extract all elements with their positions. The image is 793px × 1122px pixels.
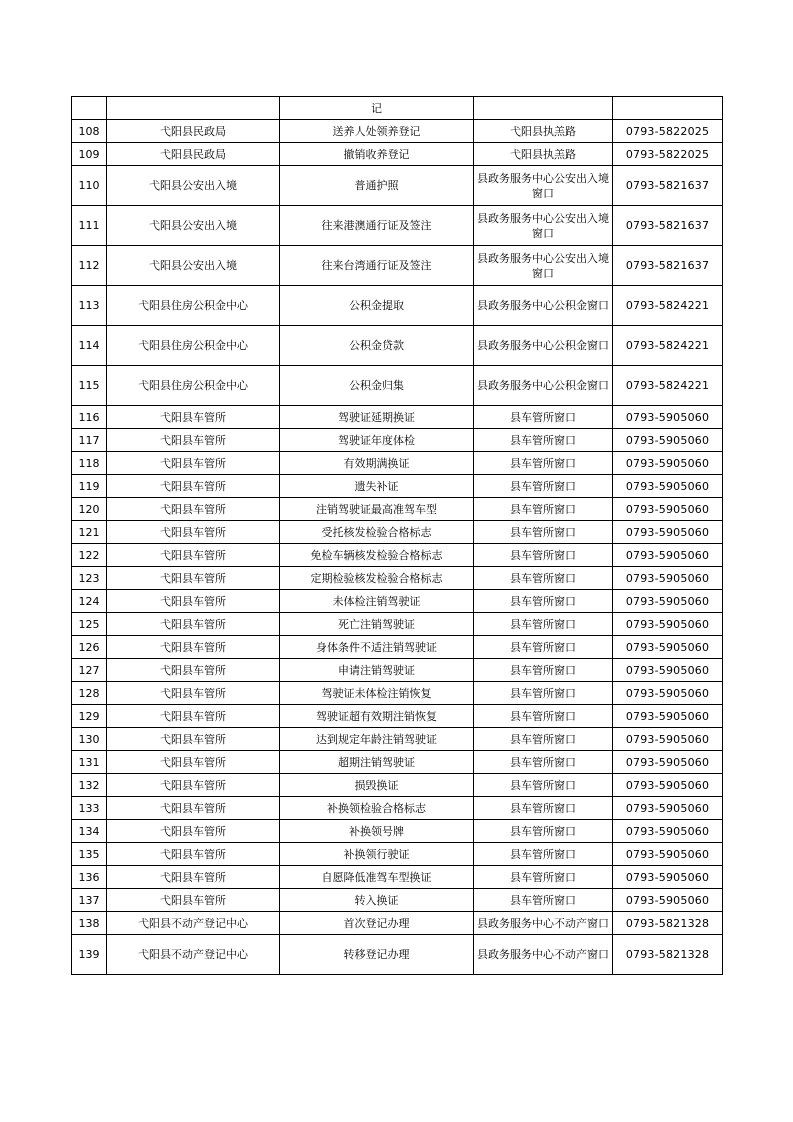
cell-department: 弋阳县车管所 [107, 820, 280, 843]
table-row [72, 682, 723, 705]
cell-number: 113 [72, 286, 107, 326]
cell-location: 县车管所窗口 [474, 521, 613, 544]
cell-service-item: 注销驾驶证最高准驾车型 [280, 498, 474, 521]
table-row [72, 636, 723, 659]
cell-location [474, 97, 613, 120]
cell-service-item: 自愿降低准驾车型换证 [280, 866, 474, 889]
cell-service-item: 驾驶证未体检注销恢复 [280, 682, 474, 705]
cell-department [107, 97, 280, 120]
table-row [72, 843, 723, 866]
cell-number: 139 [72, 935, 107, 975]
cell-phone: 0793-5821328 [613, 935, 723, 975]
cell-number: 122 [72, 544, 107, 567]
cell-number: 130 [72, 728, 107, 751]
table-row [72, 366, 723, 406]
cell-location: 县车管所窗口 [474, 590, 613, 613]
cell-phone: 0793-5905060 [613, 567, 723, 590]
cell-service-item: 转入换证 [280, 889, 474, 912]
cell-service-item: 送养人处领养登记 [280, 120, 474, 143]
cell-location: 弋阳县执羔路 [474, 143, 613, 166]
cell-phone [613, 97, 723, 120]
cell-service-item: 普通护照 [280, 166, 474, 206]
cell-location: 县车管所窗口 [474, 728, 613, 751]
table-row [72, 613, 723, 636]
table-row [72, 429, 723, 452]
cell-phone: 0793-5905060 [613, 797, 723, 820]
cell-number: 109 [72, 143, 107, 166]
cell-service-item: 身体条件不适注销驾驶证 [280, 636, 474, 659]
cell-service-item: 补换领号牌 [280, 820, 474, 843]
cell-phone: 0793-5905060 [613, 843, 723, 866]
cell-department: 弋阳县公安出入境 [107, 166, 280, 206]
table-row [72, 498, 723, 521]
cell-phone: 0793-5905060 [613, 544, 723, 567]
cell-department: 弋阳县车管所 [107, 797, 280, 820]
cell-location: 县车管所窗口 [474, 613, 613, 636]
table-row [72, 751, 723, 774]
cell-department: 弋阳县车管所 [107, 843, 280, 866]
cell-department: 弋阳县民政局 [107, 120, 280, 143]
cell-service-item: 超期注销驾驶证 [280, 751, 474, 774]
cell-service-item: 往来台湾通行证及签注 [280, 246, 474, 286]
cell-department: 弋阳县车管所 [107, 498, 280, 521]
cell-service-item: 未体检注销驾驶证 [280, 590, 474, 613]
cell-phone: 0793-5905060 [613, 659, 723, 682]
cell-service-item: 损毁换证 [280, 774, 474, 797]
table-row [72, 521, 723, 544]
cell-phone: 0793-5822025 [613, 143, 723, 166]
cell-location: 县车管所窗口 [474, 866, 613, 889]
cell-service-item: 达到规定年龄注销驾驶证 [280, 728, 474, 751]
cell-number [72, 97, 107, 120]
table-row [72, 705, 723, 728]
cell-department: 弋阳县车管所 [107, 889, 280, 912]
cell-phone: 0793-5824221 [613, 366, 723, 406]
cell-department: 弋阳县车管所 [107, 406, 280, 429]
cell-department: 弋阳县车管所 [107, 452, 280, 475]
cell-location: 县车管所窗口 [474, 843, 613, 866]
cell-service-item: 驾驶证年度体检 [280, 429, 474, 452]
table-row [72, 935, 723, 975]
cell-number: 115 [72, 366, 107, 406]
cell-number: 118 [72, 452, 107, 475]
table-row [72, 774, 723, 797]
cell-service-item: 补换领检验合格标志 [280, 797, 474, 820]
cell-department: 弋阳县车管所 [107, 475, 280, 498]
cell-department: 弋阳县车管所 [107, 682, 280, 705]
cell-department: 弋阳县公安出入境 [107, 246, 280, 286]
cell-department: 弋阳县车管所 [107, 728, 280, 751]
cell-phone: 0793-5905060 [613, 636, 723, 659]
cell-location: 县车管所窗口 [474, 889, 613, 912]
cell-phone: 0793-5905060 [613, 498, 723, 521]
cell-department: 弋阳县车管所 [107, 567, 280, 590]
cell-service-item: 定期检验核发检验合格标志 [280, 567, 474, 590]
cell-location: 县政务服务中心公积金窗口 [474, 326, 613, 366]
cell-location: 县政务服务中心公安出入境窗口 [474, 246, 613, 286]
cell-department: 弋阳县车管所 [107, 429, 280, 452]
service-directory-table [71, 96, 723, 975]
table-row [72, 567, 723, 590]
cell-location: 县车管所窗口 [474, 774, 613, 797]
cell-department: 弋阳县住房公积金中心 [107, 286, 280, 326]
cell-location: 县车管所窗口 [474, 751, 613, 774]
cell-location: 县车管所窗口 [474, 797, 613, 820]
cell-number: 136 [72, 866, 107, 889]
cell-department: 弋阳县车管所 [107, 521, 280, 544]
cell-location: 县政务服务中心公安出入境窗口 [474, 206, 613, 246]
cell-location: 县政务服务中心不动产窗口 [474, 912, 613, 935]
cell-location: 县政务服务中心公积金窗口 [474, 286, 613, 326]
cell-department: 弋阳县车管所 [107, 705, 280, 728]
cell-department: 弋阳县车管所 [107, 751, 280, 774]
cell-number: 112 [72, 246, 107, 286]
cell-department: 弋阳县车管所 [107, 613, 280, 636]
table-row [72, 544, 723, 567]
cell-phone: 0793-5821328 [613, 912, 723, 935]
cell-location: 县政务服务中心不动产窗口 [474, 935, 613, 975]
cell-number: 111 [72, 206, 107, 246]
table-row [72, 206, 723, 246]
cell-phone: 0793-5824221 [613, 286, 723, 326]
cell-service-item: 往来港澳通行证及签注 [280, 206, 474, 246]
table-row [72, 143, 723, 166]
table-row [72, 889, 723, 912]
cell-number: 110 [72, 166, 107, 206]
cell-location: 弋阳县执羔路 [474, 120, 613, 143]
cell-number: 123 [72, 567, 107, 590]
cell-department: 弋阳县民政局 [107, 143, 280, 166]
cell-service-item: 申请注销驾驶证 [280, 659, 474, 682]
cell-number: 128 [72, 682, 107, 705]
cell-department: 弋阳县车管所 [107, 544, 280, 567]
table-row [72, 286, 723, 326]
table-row [72, 406, 723, 429]
cell-number: 125 [72, 613, 107, 636]
cell-phone: 0793-5905060 [613, 705, 723, 728]
cell-service-item: 公积金贷款 [280, 326, 474, 366]
table-row [72, 120, 723, 143]
cell-number: 129 [72, 705, 107, 728]
table-row [72, 912, 723, 935]
cell-location: 县车管所窗口 [474, 544, 613, 567]
cell-location: 县车管所窗口 [474, 705, 613, 728]
cell-service-item: 受托核发检验合格标志 [280, 521, 474, 544]
table-row [72, 797, 723, 820]
cell-phone: 0793-5905060 [613, 429, 723, 452]
cell-phone: 0793-5905060 [613, 889, 723, 912]
cell-number: 135 [72, 843, 107, 866]
cell-phone: 0793-5905060 [613, 452, 723, 475]
cell-location: 县车管所窗口 [474, 498, 613, 521]
cell-phone: 0793-5905060 [613, 475, 723, 498]
cell-number: 108 [72, 120, 107, 143]
cell-location: 县车管所窗口 [474, 659, 613, 682]
cell-number: 137 [72, 889, 107, 912]
cell-department: 弋阳县车管所 [107, 866, 280, 889]
cell-location: 县车管所窗口 [474, 429, 613, 452]
cell-number: 131 [72, 751, 107, 774]
cell-department: 弋阳县车管所 [107, 636, 280, 659]
cell-phone: 0793-5905060 [613, 590, 723, 613]
cell-location: 县车管所窗口 [474, 636, 613, 659]
cell-phone: 0793-5821637 [613, 206, 723, 246]
cell-phone: 0793-5821637 [613, 166, 723, 206]
cell-number: 119 [72, 475, 107, 498]
cell-number: 120 [72, 498, 107, 521]
cell-number: 126 [72, 636, 107, 659]
table-row [72, 246, 723, 286]
table-row [72, 452, 723, 475]
table-row [72, 475, 723, 498]
cell-number: 121 [72, 521, 107, 544]
table-row [72, 728, 723, 751]
table-row [72, 97, 723, 120]
cell-number: 138 [72, 912, 107, 935]
cell-department: 弋阳县车管所 [107, 774, 280, 797]
cell-service-item: 补换领行驶证 [280, 843, 474, 866]
cell-location: 县车管所窗口 [474, 820, 613, 843]
cell-phone: 0793-5905060 [613, 521, 723, 544]
cell-service-item: 有效期满换证 [280, 452, 474, 475]
cell-service-item: 记 [280, 97, 474, 120]
cell-phone: 0793-5905060 [613, 682, 723, 705]
cell-number: 132 [72, 774, 107, 797]
cell-location: 县政务服务中心公积金窗口 [474, 366, 613, 406]
cell-phone: 0793-5821637 [613, 246, 723, 286]
table-row [72, 326, 723, 366]
cell-location: 县车管所窗口 [474, 682, 613, 705]
cell-service-item: 死亡注销驾驶证 [280, 613, 474, 636]
cell-service-item: 驾驶证延期换证 [280, 406, 474, 429]
cell-location: 县车管所窗口 [474, 406, 613, 429]
cell-department: 弋阳县公安出入境 [107, 206, 280, 246]
cell-phone: 0793-5905060 [613, 820, 723, 843]
table-body [72, 97, 723, 975]
cell-phone: 0793-5905060 [613, 774, 723, 797]
cell-service-item: 公积金归集 [280, 366, 474, 406]
cell-number: 114 [72, 326, 107, 366]
cell-department: 弋阳县住房公积金中心 [107, 366, 280, 406]
table-row [72, 866, 723, 889]
cell-service-item: 公积金提取 [280, 286, 474, 326]
cell-location: 县政务服务中心公安出入境窗口 [474, 166, 613, 206]
cell-phone: 0793-5824221 [613, 326, 723, 366]
cell-department: 弋阳县车管所 [107, 590, 280, 613]
table-row [72, 659, 723, 682]
table-row [72, 166, 723, 206]
cell-phone: 0793-5905060 [613, 866, 723, 889]
cell-department: 弋阳县不动产登记中心 [107, 935, 280, 975]
cell-number: 124 [72, 590, 107, 613]
cell-phone: 0793-5905060 [613, 406, 723, 429]
cell-service-item: 撤销收养登记 [280, 143, 474, 166]
cell-phone: 0793-5822025 [613, 120, 723, 143]
cell-phone: 0793-5905060 [613, 728, 723, 751]
cell-number: 127 [72, 659, 107, 682]
table-row [72, 820, 723, 843]
cell-location: 县车管所窗口 [474, 452, 613, 475]
cell-location: 县车管所窗口 [474, 567, 613, 590]
cell-department: 弋阳县住房公积金中心 [107, 326, 280, 366]
cell-service-item: 免检车辆核发检验合格标志 [280, 544, 474, 567]
cell-phone: 0793-5905060 [613, 613, 723, 636]
cell-location: 县车管所窗口 [474, 475, 613, 498]
cell-number: 117 [72, 429, 107, 452]
cell-department: 弋阳县不动产登记中心 [107, 912, 280, 935]
cell-service-item: 转移登记办理 [280, 935, 474, 975]
cell-service-item: 遗失补证 [280, 475, 474, 498]
cell-number: 116 [72, 406, 107, 429]
table-row [72, 590, 723, 613]
cell-number: 134 [72, 820, 107, 843]
cell-number: 133 [72, 797, 107, 820]
cell-service-item: 首次登记办理 [280, 912, 474, 935]
cell-department: 弋阳县车管所 [107, 659, 280, 682]
cell-phone: 0793-5905060 [613, 751, 723, 774]
cell-service-item: 驾驶证超有效期注销恢复 [280, 705, 474, 728]
